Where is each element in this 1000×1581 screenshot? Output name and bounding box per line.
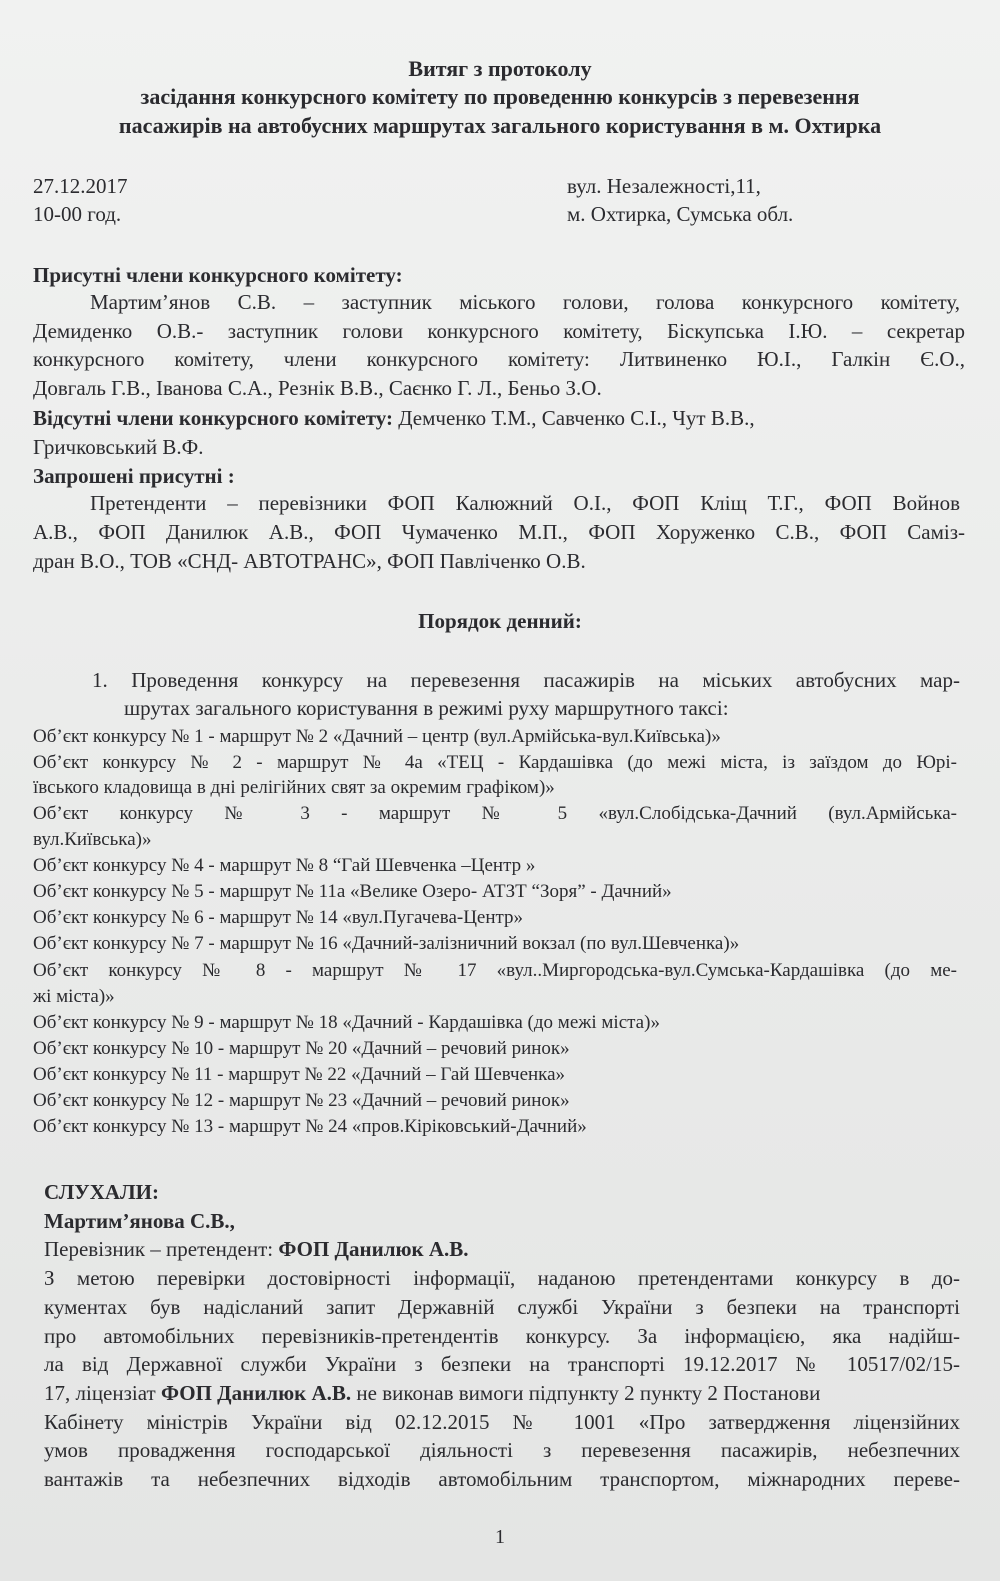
heard-para-line-5 [44,1381,960,1406]
agenda-item-1-line-1: 1. Проведення конкурсу на перевезення пасажирів на міських автобусних мар- [92,668,960,692]
carrier-name: ФОП Данилюк А.В. [278,1237,469,1261]
agenda-object-line: вул.Київська)» [33,829,152,850]
meeting-time: 10-00 год. [33,202,122,226]
heard-para-line: вантажів та небезпечних відходів автомобільним транспортом, міжнародних переве- [44,1467,960,1491]
agenda-object-line: Об’єкт конкурсу № 5 - маршрут № 11а «Велике Озеро- АТЗТ “Зоря” - Дачний» [33,881,672,902]
line5-text-c: не виконав вимоги підпункту 2 пункту 2 Постанови [351,1381,821,1405]
meeting-date: 27.12.2017 [33,174,128,198]
address-line-1: вул. Незалежності,11, [567,174,761,198]
agenda-object-line: Об’єкт конкурсу № 10 - маршрут № 20 «Дачний – речовий ринок» [33,1038,570,1059]
line5-text-a: 17, ліцензіат [44,1381,161,1405]
agenda-object-line: Об’єкт конкурсу № 13 - маршрут № 24 «пров.Кіріковський-Дачний» [33,1116,587,1137]
present-line-3: конкурсного комітету, члени конкурсного комітету: Литвиненко Ю.І., Галкін Є.О., [33,347,965,371]
agenda-object-line: Об’єкт конкурсу № 6 - маршрут № 14 «вул.Пугачева-Центр» [33,907,524,928]
present-line-4: Довгаль Г.В., Іванова С.А., Резнік В.В., Саєнко Г. Л., Беньо З.О. [33,376,602,400]
heard-speaker: Мартим’янова С.В., [44,1209,235,1233]
heard-para-line: умов провадження господарської діяльності з перевезення пасажирів, небезпечних [44,1438,960,1462]
absent-row [33,406,755,431]
doc-title-line-1: Витяг з протоколу [408,56,592,81]
doc-title-line-2: засідання конкурсного комітету по проведенню конкурсів з перевезення [140,84,860,109]
present-line-1: Мартим’янов С.В. – заступник міського голови, голова конкурсного комітету, [90,290,960,314]
present-heading: Присутні члени конкурсного комітету: [33,263,403,287]
doc-title-line-3: пасажирів на автобусних маршрутах загального користування в м. Охтирка [118,113,882,138]
agenda-object-line: Об’єкт конкурсу № 8 - маршрут № 17 «вул..Миргородська-вул.Сумська-Кардашівка (до ме- [33,960,957,981]
heard-heading: СЛУХАЛИ: [44,1180,160,1204]
invited-line-3: дран В.О., ТОВ «СНД- АВТОТРАНС», ФОП Павліченко О.В. [33,549,586,573]
heard-para-line: Кабінету міністрів України від 02.12.2015 № 1001 «Про затвердження ліцензійних [44,1410,960,1434]
absent-line-2: Гричковський В.Ф. [33,435,204,459]
agenda-object-line: Об’єкт конкурсу № 3 - маршрут № 5 «вул.Слобідська-Дачний (вул.Армійська- [33,803,957,824]
agenda-item-1-line-2: шрутах загального користування в режимі руху маршрутного таксі: [124,696,729,720]
carrier-row [44,1237,469,1262]
address-line-2: м. Охтирка, Сумська обл. [567,202,794,226]
line5-carrier: ФОП Данилюк А.В. [160,1381,352,1405]
heard-para-line: З метою перевірки достовірності інформації, наданою претендентами конкурсу в до- [44,1266,960,1290]
agenda-object-line: Об’єкт конкурсу № 11 - маршрут № 22 «Дачний – Гай Шевченка» [33,1064,566,1085]
heard-para-line: про автомобільних перевізників-претендентів конкурсу. За інформацією, яка надійш- [44,1324,960,1348]
absent-text: Демченко Т.М., Савченко С.І., Чут В.В., [398,406,755,430]
agenda-object-line: жі міста)» [33,986,115,1007]
carrier-label: Перевізник – претендент: [44,1237,279,1261]
invited-line-2: А.В., ФОП Данилюк А.В., ФОП Чумаченко М.П., ФОП Хоруженко С.В., ФОП Саміз- [33,520,965,544]
invited-heading: Запрошені присутні : [33,464,235,488]
invited-line-1: Претенденти – перевізники ФОП Калюжний О.І., ФОП Кліщ Т.Г., ФОП Войнов [90,491,960,515]
absent-heading: Відсутні члени конкурсного комітету: [33,406,393,430]
page-number: 1 [495,1526,505,1548]
heard-para-line: кументах був надісланий запит Державній службі України з безпеки на транспорті [44,1295,960,1319]
agenda-object-line: Об’єкт конкурсу № 12 - маршрут № 23 «Дачний – речовий ринок» [33,1090,570,1111]
agenda-object-line: ївського кладовища в дні релігійних свят за окремим графіком)» [33,777,555,798]
agenda-object-line: Об’єкт конкурсу № 1 - маршрут № 2 «Дачний – центр (вул.Армійська-вул.Київська)» [33,726,721,747]
agenda-object-line: Об’єкт конкурсу № 7 - маршрут № 16 «Дачний-залізничний вокзал (по вул.Шевченка)» [33,933,740,954]
agenda-heading: Порядок денний: [418,609,582,633]
agenda-object-line: Об’єкт конкурсу № 9 - маршрут № 18 «Дачний - Кардашівка (до межі міста)» [33,1012,660,1033]
present-line-2: Демиденко О.В.- заступник голови конкурсного комітету, Біскупська І.Ю. – секретар [33,319,965,343]
agenda-object-line: Об’єкт конкурсу № 4 - маршрут № 8 “Гай Шевченка –Центр » [33,855,536,876]
heard-para-line: ла від Державної служби України з безпеки на транспорті 19.12.2017 № 10517/02/15- [44,1352,960,1376]
agenda-object-line: Об’єкт конкурсу № 2 - маршрут № 4а «ТЕЦ - Кардашівка (до межі міста, із заїздом до Юрі- [33,752,957,773]
